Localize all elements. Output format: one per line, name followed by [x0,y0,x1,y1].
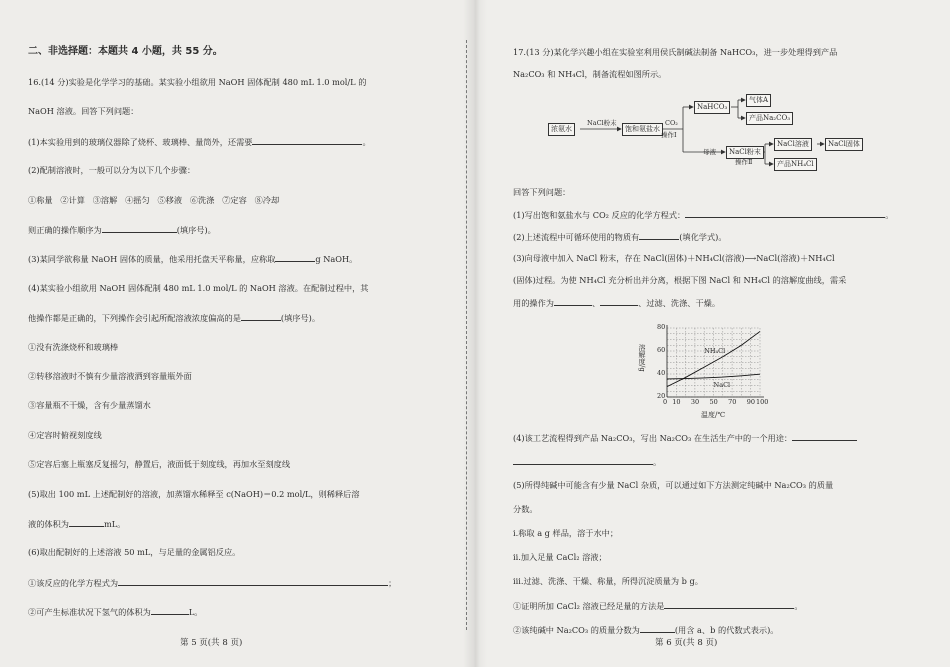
answer-blank[interactable] [275,252,315,262]
question-line [513,296,720,309]
series-label-nh4cl: NH₄Cl [704,347,726,355]
flow-box-product-nh4cl: 产品NH₄Cl [774,158,817,171]
page-number-left: 第 5 页(共 8 页) [180,638,243,648]
line-text: (5)取出 100 mL 上述配制好的溶液，加蒸馏水稀释至 c(NaOH)＝0.2 mol/L，则稀释后溶 [28,488,360,499]
line-text: ③容量瓶不干燥，含有少量蒸馏水 [28,400,151,411]
flow-box-nacl-powder-2: NaCl粉末 [726,146,764,159]
line-text: 、过滤、洗涤、干燥。 [638,298,721,308]
line-text: (用含 a、b 的代数式表示)。 [674,625,779,635]
line-text: (6)取出配制好的上述溶液 50 mL，与足量的金属铝反应。 [28,547,241,558]
question-line [28,605,202,618]
page-number-right: 第 6 页(共 8 页) [655,638,718,648]
flow-box-saturated-brine: 饱和氨盐水 [622,123,663,136]
line-text: (4)某实验小组欲用 NaOH 固体配制 480 mL 1.0 mol/L 的 NaOH 溶液。在配制过程中，其 [28,282,369,293]
flow-diagram [545,92,890,174]
line-text: (填序号)。 [176,225,216,235]
y-tick-label: 80 [657,323,666,331]
answer-blank[interactable] [151,605,189,615]
flow-label-co2: CO₂ [665,119,678,127]
question-line [513,186,570,198]
y-tick-label: 60 [657,346,666,354]
answer-blank[interactable] [241,311,281,321]
flow-box-nacl-solid: NaCl固体 [825,138,863,151]
question-line [28,282,369,294]
answer-blank[interactable] [69,517,104,527]
question-line [28,105,138,117]
answer-blank[interactable] [685,208,885,218]
question-line [28,429,102,441]
line-text: NaOH 溶液。回答下列问题： [28,106,139,117]
x-tick-label: 70 [728,398,737,406]
question-line [513,252,835,264]
line-text: ⑤定容后塞上瓶塞反复摇匀，静置后，液面低于刻度线，再加水至刻度线 [28,459,291,470]
line-text: ； [388,577,397,588]
line-text: (填序号)。 [280,313,321,324]
flow-label-op1: 操作Ⅰ [661,131,677,139]
question-line [28,517,125,530]
question-line [513,599,803,612]
answer-blank[interactable] [554,296,592,306]
question-line [513,479,833,491]
question-line [513,274,846,286]
question-line [28,311,320,324]
flow-box-nacl-solution: NaCl溶液 [774,138,812,151]
question-line [28,370,192,382]
y-tick-label: 20 [657,392,666,400]
line-text: (2)配制溶液时，一般可以分为以下几个步骤： [28,165,196,176]
x-tick-label: 0 [663,398,668,406]
line-text: g NaOH。 [315,254,358,265]
section-title: 二、非选择题：本题共 4 小题，共 55 分。 [28,46,223,57]
flow-box-gas-a: 气体A [746,94,771,107]
line-text: 。 [794,601,803,611]
line-text: (填化学式)。 [679,232,727,242]
series-label-nacl: NaCl [713,381,731,390]
line-text: ⅰ.称取 a g 样品，溶于水中； [513,528,619,538]
x-tick-label: 50 [709,398,718,406]
line-text: 他操作都是正确的，下列操作会引起所配溶液浓度偏高的是 [28,313,241,324]
line-text: Na₂CO₃ 和 NH₄Cl，制备流程如图所示。 [513,69,667,79]
line-text: 。 [362,136,371,147]
flow-label-mother-liquor: 母液 [703,148,716,156]
line-text: (1)本实验用到的玻璃仪器除了烧杯、玻璃棒、量筒外，还需要 [28,136,253,147]
question-line [28,164,195,176]
question-line [513,551,607,563]
flow-box-nahco3: NaHCO₃ [694,101,730,114]
question-line [513,623,778,636]
chart-y-axis-label: 溶解度/g [638,344,646,372]
line-text: (1)写出饱和氨盐水与 CO₂ 反应的化学方程式： [513,210,686,220]
line-text: ②可产生标准状况下氢气的体积为 [28,607,151,618]
line-text: 分数。 [513,504,538,514]
question-line [28,399,151,411]
line-text: (5)所得纯碱中可能含有少量 NaCl 杂质，可以通过如下方法测定纯碱中 Na₂CO₃ 的质量 [513,480,834,490]
answer-blank[interactable] [252,135,362,145]
question-line [513,230,727,243]
line-text: ⅱ.加入足量 CaCl₂ 溶液； [513,552,607,562]
question-line [28,76,366,88]
question-line [28,576,396,589]
y-tick-label: 40 [657,369,666,377]
line-text: (3)向母液中加入 NaCl 粉末，存在 NaCl(固体)＋NH₄Cl(溶液)⟶NaCl(溶液)＋NH₄Cl [513,253,835,263]
chart-x-axis-label: 温度/℃ [701,411,726,419]
x-tick-label: 100 [756,398,769,406]
line-text: 。 [885,210,894,220]
line-text: ④定容时俯视刻度线 [28,429,102,440]
question-line [513,503,538,515]
line-text: 回答下列问题： [513,187,571,197]
question-line [513,208,893,221]
line-text: ①没有洗涤烧杯和玻璃棒 [28,341,119,352]
line-text: (固体)过程。为使 NH₄Cl 充分析出并分离，根据下图 NaCl 和 NH₄Cl 的溶解度曲线，需采 [513,275,847,285]
answer-blank[interactable] [513,455,653,465]
line-text: 16.(14 分)实验是化学学习的基础。某实验小组欲用 NaOH 固体配制 480 mL 1.0 mol/L 的 [28,77,367,87]
line-text: 液的体积为 [28,519,69,529]
question-line [28,135,371,148]
question-line [513,527,618,539]
line-text: ②转移溶液时不慎有少量溶液洒到容量瓶外面 [28,371,192,381]
answer-blank[interactable] [640,623,675,633]
line-text: L。 [188,607,203,618]
answer-blank[interactable] [639,230,679,240]
answer-blank[interactable] [102,223,177,233]
x-tick-label: 90 [746,398,755,406]
line-text: 用的操作为 [513,298,554,308]
question-line [513,455,661,468]
line-text: ①称量 ②计算 ③溶解 ④摇匀 ⑤移液 ⑥洗涤 ⑦定容 ⑧冷却 [28,194,280,205]
question-line [513,575,703,587]
question-line [28,488,360,500]
line-text: 17.(13 分)某化学兴趣小组在实验室利用侯氏制碱法制备 NaHCO₃，进一步处理得到产品 [513,47,838,57]
line-text: ②该纯碱中 Na₂CO₃ 的质量分数为 [513,625,640,635]
line-text: 。 [653,457,662,467]
x-tick-label: 30 [690,398,700,406]
answer-blank[interactable] [118,576,388,586]
flow-label-nacl-powder-1: NaCl粉末 [587,119,617,127]
question-line [513,46,837,58]
flow-box-product-na2co3: 产品Na₂CO₃ [746,112,793,125]
line-text: ①该反应的化学方程式为 [28,577,119,588]
line-text: (2)上述流程中可循环使用的物质有 [513,232,640,242]
x-tick-label: 10 [672,398,681,406]
question-line [28,223,216,236]
answer-blank[interactable] [664,599,794,609]
line-text: mL。 [103,519,126,529]
line-text: (3)某同学欲称量 NaOH 固体的质量，他采用托盘天平称量，应称取 [28,254,276,265]
question-line [28,341,118,353]
line-text: 则正确的操作顺序为 [28,225,102,235]
question-line [28,458,290,470]
question-line [513,431,857,444]
line-text: ①证明所加 CaCl₂ 溶液已经足量的方法是 [513,601,665,611]
center-dashed-line [466,40,467,630]
line-text: (4)该工艺流程得到产品 Na₂CO₃，写出 Na₂CO₃ 在生活生产中的一个用途： [513,433,793,443]
answer-blank[interactable] [792,431,857,441]
question-line [28,194,279,206]
solubility-chart [637,322,777,422]
line-text: 、 [591,298,601,308]
question-line [513,68,666,80]
line-text: ⅲ.过滤、洗涤、干燥、称量，所得沉淀质量为 b g。 [513,576,703,586]
flow-label-op2: 操作Ⅱ [735,158,753,166]
question-line [28,546,240,558]
question-line [28,252,357,265]
answer-blank[interactable] [600,296,638,306]
flow-box-ammonia: 浓氨水 [548,123,575,136]
